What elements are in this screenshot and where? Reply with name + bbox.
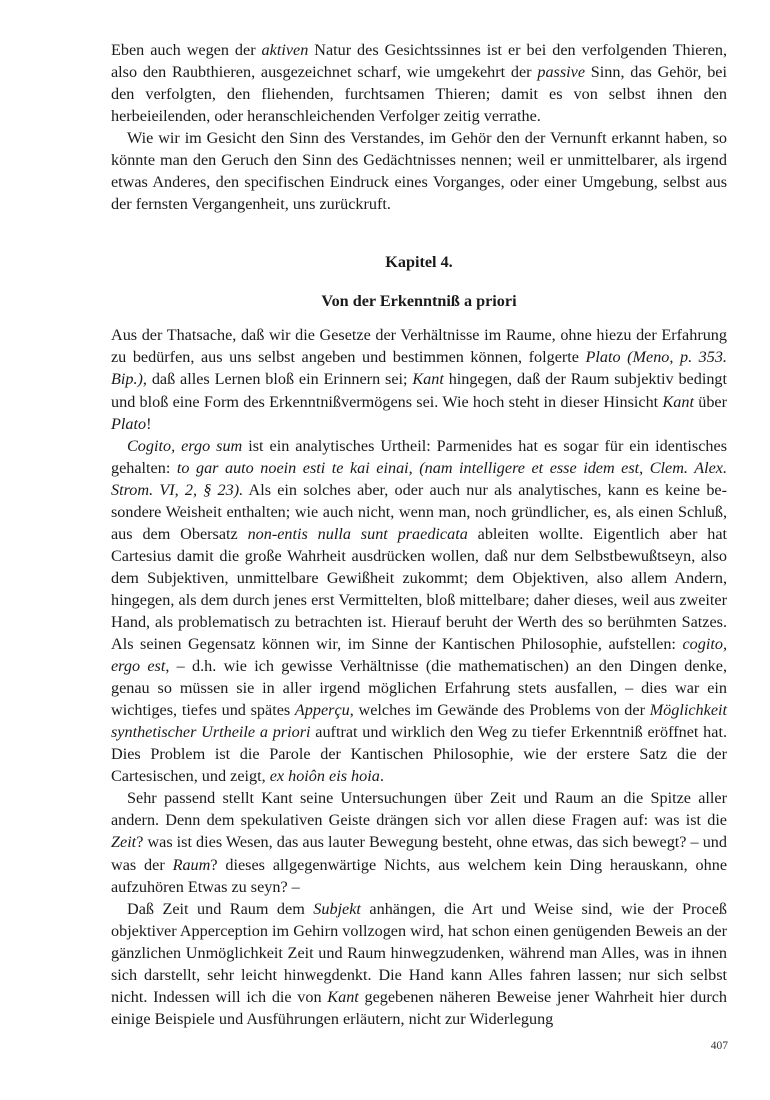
italic-text: Plato (Meno, p. 353. Bip.) [111,348,727,389]
text-run: ableiten wollte. Eigentlich aber hat Cartesius damit die große Wahrheit ausdrücken wollen, daß nur dem Selbstbewußtseyn, also dem Subjektiven, unmittelbare Gewißheit zukommt; dem Objektiven, also allem Andern, hingegen, als dem durch jenes erst Vermittelten, bloß mittelbare; daher dieses, weil aus zweiter Hand, als problematisch zu betrachten ist. Hierauf beruht der Werth des so berühmten Satzes. Als seinen Gegensatz können wir, im Sinne der Kantischen Philosophie, aufstellen: [111,524,728,654]
text-run: auftrat und wirklich den Weg zu tiefer Erkenntniß eröffnet hat. Dies Problem ist die Parole der Kantischen Philosophie, wie der erstere Satz die der Cartesischen, und zeigt, [111,723,728,786]
text-run: ? dieses allgegenwärtige Nichts, aus welchem kein Ding herauskann, ohne aufzuhören Etwas zu seyn? – [111,855,728,896]
paragraph [111,435,727,788]
italic-text: Kant [662,392,694,411]
chapter-body [111,324,727,1030]
text-run: ! [146,414,152,433]
text-run: über [693,392,727,411]
text-run: gegebenen näheren Beweise jener Wahrheit hier durch einige Beispiele und Ausführungen erläutern, nicht zur Widerlegung [111,987,727,1028]
text-run: Natur des Gesichtssinnes ist er bei den verfolgenden Thieren, also den Raubthieren, ausgezeichnet scharf, wie umgekehrt der [111,41,728,82]
text-run: Als ein solches aber, oder auch nur als analytisches, kann es keine besondere Weisheit enthalten; wie auch nicht, wenn man, noch gründlicher, es, als einen Schluß, aus dem Obersatz [111,480,727,543]
paragraph [111,324,727,434]
italic-text: cogito, ergo est [111,635,727,676]
text-run: anhängen, die Art und Weise sind, wie der Proceß objektiver Apperception im Gehirn vollzogen wird, hat schon einen genügenden Beweis an der gänzlichen Unmöglichkeit Zeit und Raum hinwegzudenken, während man Alles, was in ihnen sich darstellt, sehr leicht hinwegdenkt. Die Hand kann Alles fahren lassen; nur sich selbst nicht. Indessen will ich die von [111,899,727,1006]
page-number: 407 [710,1040,728,1052]
text-run: Daß Zeit und Raum dem [127,899,314,918]
paragraph [111,787,727,897]
italic-text: Kant [412,370,444,389]
italic-text: Raum [172,855,211,874]
text-run: Aus der Thatsache, daß wir die Gesetze der Verhältnisse im Raume, ohne hiezu der Erfahrung zu bedürfen, aus uns selbst angeben und bestimmen können, folgerte [111,326,727,367]
italic-text: Kant [327,987,359,1006]
text-run: . [379,767,384,786]
text-run: , welches im Gewände des Problems von der [349,701,650,720]
italic-text: Apperçu [294,701,350,720]
text-run: Sehr passend stellt Kant seine Untersuchungen über Zeit und Raum an die Spitze aller andern. Denn dem spekulativen Geiste drängen sich vor allen diese Fragen auf: was ist die [111,789,727,830]
italic-text: to gar auto noein esti te kai einai, (nam intelligere et esse idem est, Clem. Alex. Strom. VI, 2, § 23). [111,458,727,499]
text-run: , – d.h. wie ich gewisse Verhältnisse (die mathematischen) an den Dingen denke, genau so müssen sie in aller irgend möglichen Erfahrung stets ausfallen, – dies war ein wichtiges, tiefes und spätes [111,657,727,720]
text-run: Wie wir im Gesicht den Sinn des Verstandes, im Gehör den der Vernunft erkannt haben, so könnte man den Geruch den Sinn des Gedächtnisses nennen; weil er unmittelbarer, als irgend etwas Anderes, den specifischen Eindruck eines Vorganges, oder einer Umgebung, selbst aus der fernsten Vergangenheit, uns zurückruft. [111,129,727,214]
italic-text: non-entis nulla sunt praedicata [247,524,468,543]
paragraph [111,127,727,215]
italic-text: passive [537,63,585,82]
chapter-title: Von der Erkenntniß a priori [321,292,517,311]
text-run: Eben auch wegen der [111,41,262,59]
italic-text: Subjekt [313,899,361,918]
text-run: Sinn, das Gehör, bei den verfolgten, den fliehenden, furchtsamen Thieren; damit es von selbst ihnen den herbeieilenden, oder heranschleichenden Verfolger zeitig verrathe. [111,63,727,126]
paragraph [111,39,727,127]
text-run: , daß alles Lernen bloß ein Erinnern sei; [142,370,413,389]
italic-text: aktiven [261,41,309,59]
text-run: ist ein analytisches Urtheil: Parmenides hat es sogar für ein identisches gehalten: [111,436,727,477]
italic-text: Zeit [111,833,137,852]
italic-text: Möglichkeit synthetischer Urtheile a priori [111,701,728,742]
text-run: ? was ist dies Wesen, das aus lauter Bewegung besteht, ohne etwas, das sich bewegt? – und was der [111,833,727,874]
intro-section [111,39,727,215]
italic-text: Cogito, ergo sum [127,436,243,455]
italic-text: Plato [111,414,147,433]
chapter-number: Kapitel 4. [385,253,453,272]
page-body [111,39,727,1030]
paragraph [111,898,727,1030]
italic-text: ex hoiôn eis hoia [269,767,380,786]
text-run: hingegen, daß der Raum subjektiv bedingt und bloß eine Form des Erkenntnißvermögens sei. Wie hoch steht in dieser Hinsicht [111,370,727,411]
